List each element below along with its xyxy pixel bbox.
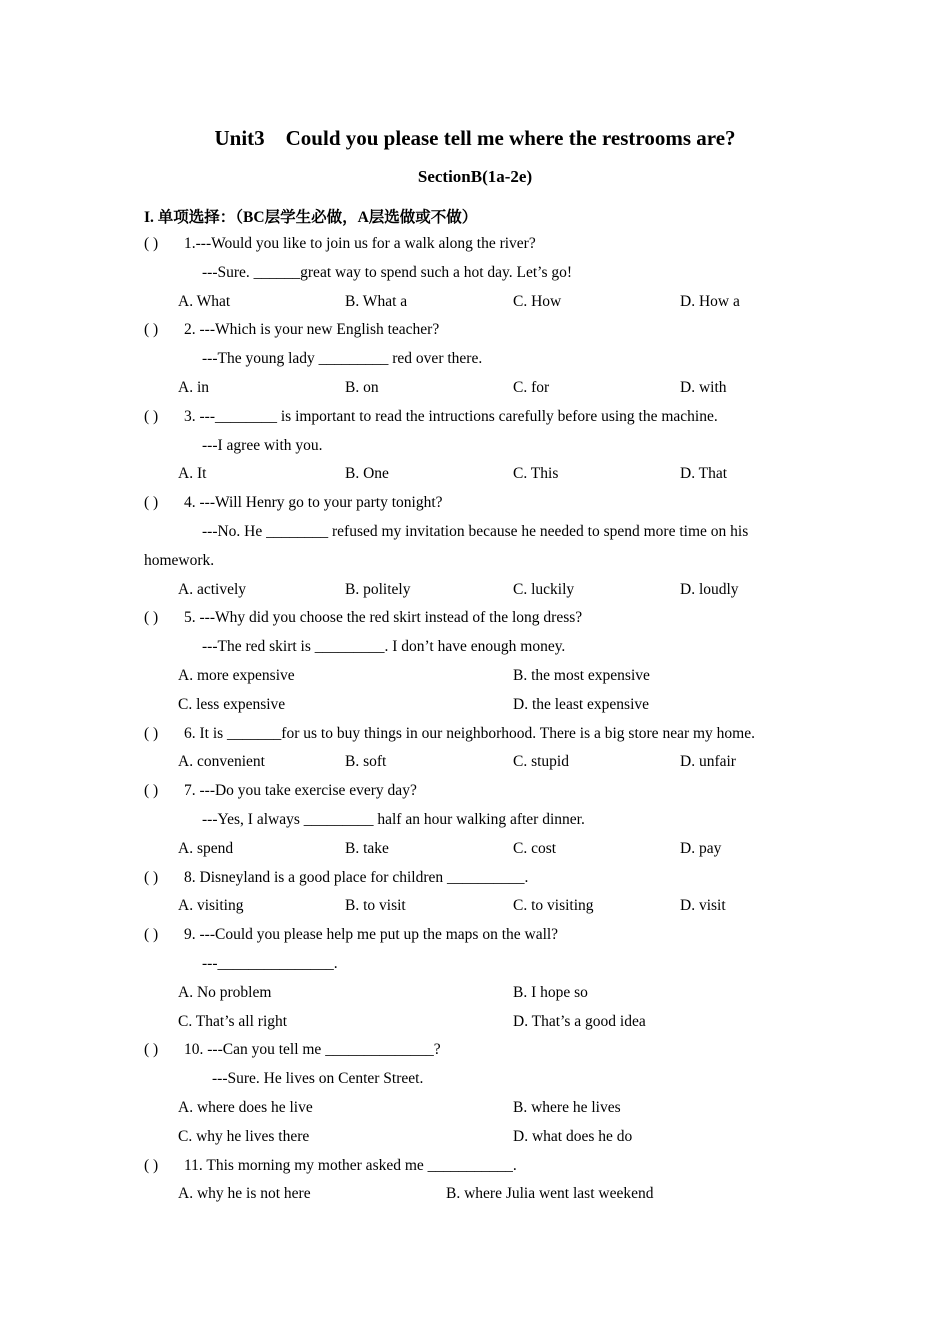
option-a: A. visiting <box>178 897 244 915</box>
option-c: C. stupid <box>513 753 569 771</box>
question-9-options-row2 <box>144 1008 814 1037</box>
option-a: A. where does he live <box>178 1098 313 1116</box>
option-d: D. the least expensive <box>513 695 650 713</box>
question-9-reply: ---_______________. <box>202 954 338 972</box>
option-a: A. spend <box>178 839 234 857</box>
answer-blank: ( ) <box>144 407 159 425</box>
option-b: B. the most expensive <box>513 666 650 684</box>
answer-blank: ( ) <box>144 494 159 512</box>
page-subtitle: SectionB(1a-2e) <box>417 167 533 186</box>
option-a: A. in <box>178 378 209 396</box>
option-c: C. to visiting <box>513 897 594 915</box>
option-a: A. actively <box>178 580 247 598</box>
option-b: B. where Julia went last weekend <box>446 1185 654 1203</box>
option-d: D. with <box>680 378 727 396</box>
option-d: D. what does he do <box>513 1127 633 1145</box>
question-3-options <box>144 460 814 489</box>
section-heading: I. 单项选择：（BC层学生必做，A层选做或不做） <box>144 209 478 226</box>
option-b: B. to visit <box>345 897 406 915</box>
answer-blank: ( ) <box>144 1041 159 1059</box>
question-10-stem: ( ) 10. ---Can you tell me ______________? <box>144 1036 814 1065</box>
question-9-options-row1 <box>144 979 814 1008</box>
page-title: Unit3 Could you please tell me where the restrooms are? <box>214 126 736 150</box>
question-5-options-row1 <box>144 662 814 691</box>
option-d: D. loudly <box>680 580 739 598</box>
answer-blank: ( ) <box>144 321 159 339</box>
option-b: B. soft <box>345 753 387 771</box>
option-d: D. That’s a good idea <box>513 1012 646 1030</box>
question-1-reply: ---Sure. ______great way to spend such a hot day. Let’s go! <box>202 263 573 281</box>
question-10-reply: ---Sure. He lives on Center Street. <box>212 1070 424 1088</box>
answer-blank: ( ) <box>144 868 159 886</box>
option-a: A. why he is not here <box>178 1185 311 1203</box>
question-11-stem: ( ) 11. This morning my mother asked me ___________. <box>144 1152 814 1181</box>
option-d: D. How a <box>680 292 740 310</box>
question-2-stem: ( ) 2. ---Which is your new English teacher? <box>144 316 814 345</box>
option-a: A. It <box>178 465 207 483</box>
option-c: C. cost <box>513 839 557 857</box>
option-a: A. convenient <box>178 753 265 771</box>
question-3-stem: ( ) 3. ---________ is important to read the intructions carefully before using the machine. <box>144 403 814 432</box>
answer-blank: ( ) <box>144 609 159 627</box>
question-10-options-row2 <box>144 1123 814 1152</box>
option-c: C. That’s all right <box>178 1012 288 1030</box>
question-9-stem: ( ) 9. ---Could you please help me put up the maps on the wall? <box>144 921 814 950</box>
question-11-options <box>144 1180 814 1209</box>
answer-blank: ( ) <box>144 724 159 742</box>
option-c: C. luckily <box>513 580 575 598</box>
option-b: B. I hope so <box>513 983 588 1001</box>
question-4-reply: ---No. He ________ refused my invitation because he needed to spend more time on his <box>202 522 749 540</box>
option-b: B. take <box>345 839 389 857</box>
option-d: D. unfair <box>680 753 736 771</box>
option-a: A. No problem <box>178 983 272 1001</box>
answer-blank: ( ) <box>144 1156 159 1174</box>
question-8-stem: ( ) 8. Disneyland is a good place for children __________. <box>144 864 814 893</box>
option-c: C. less expensive <box>178 695 286 713</box>
option-b: B. on <box>345 378 379 396</box>
question-1-stem: ( ) 1.---Would you like to join us for a walk along the river? <box>144 230 814 259</box>
question-6-stem: ( ) 6. It is _______for us to buy things in our neighborhood. There is a big store near my home. <box>144 720 814 749</box>
question-3-reply: ---I agree with you. <box>202 436 323 454</box>
option-d: D. visit <box>680 897 726 915</box>
option-b: B. where he lives <box>513 1098 621 1116</box>
option-c: C. for <box>513 378 550 396</box>
option-b: B. politely <box>345 580 411 598</box>
question-5-stem: ( ) 5. ---Why did you choose the red skirt instead of the long dress? <box>144 604 814 633</box>
question-7-reply: ---Yes, I always _________ half an hour walking after dinner. <box>202 810 585 828</box>
option-d: D. pay <box>680 839 722 857</box>
question-2-reply: ---The young lady _________ red over there. <box>202 350 483 368</box>
option-c: C. This <box>513 465 559 483</box>
option-b: B. What a <box>345 292 408 310</box>
option-c: C. why he lives there <box>178 1127 310 1145</box>
question-5-options-row2 <box>144 691 814 720</box>
question-2-options <box>144 374 814 403</box>
question-4-options <box>144 576 814 605</box>
question-1-options <box>144 288 814 317</box>
answer-blank: ( ) <box>144 926 159 944</box>
question-7-options <box>144 835 814 864</box>
question-10-options-row1 <box>144 1094 814 1123</box>
option-c: C. How <box>513 292 562 310</box>
question-7-stem: ( ) 7. ---Do you take exercise every day? <box>144 777 814 806</box>
question-4-stem: ( ) 4. ---Will Henry go to your party tonight? <box>144 489 814 518</box>
option-a: A. What <box>178 292 231 310</box>
question-6-options <box>144 748 814 777</box>
answer-blank: ( ) <box>144 782 159 800</box>
option-d: D. That <box>680 465 728 483</box>
option-b: B. One <box>345 465 389 483</box>
question-4-reply-continued: homework. <box>144 551 215 569</box>
question-list <box>144 230 814 1209</box>
answer-blank: ( ) <box>144 235 159 252</box>
question-5-reply: ---The red skirt is _________. I don’t have enough money. <box>202 638 566 656</box>
option-a: A. more expensive <box>178 666 295 684</box>
question-8-options <box>144 892 814 921</box>
